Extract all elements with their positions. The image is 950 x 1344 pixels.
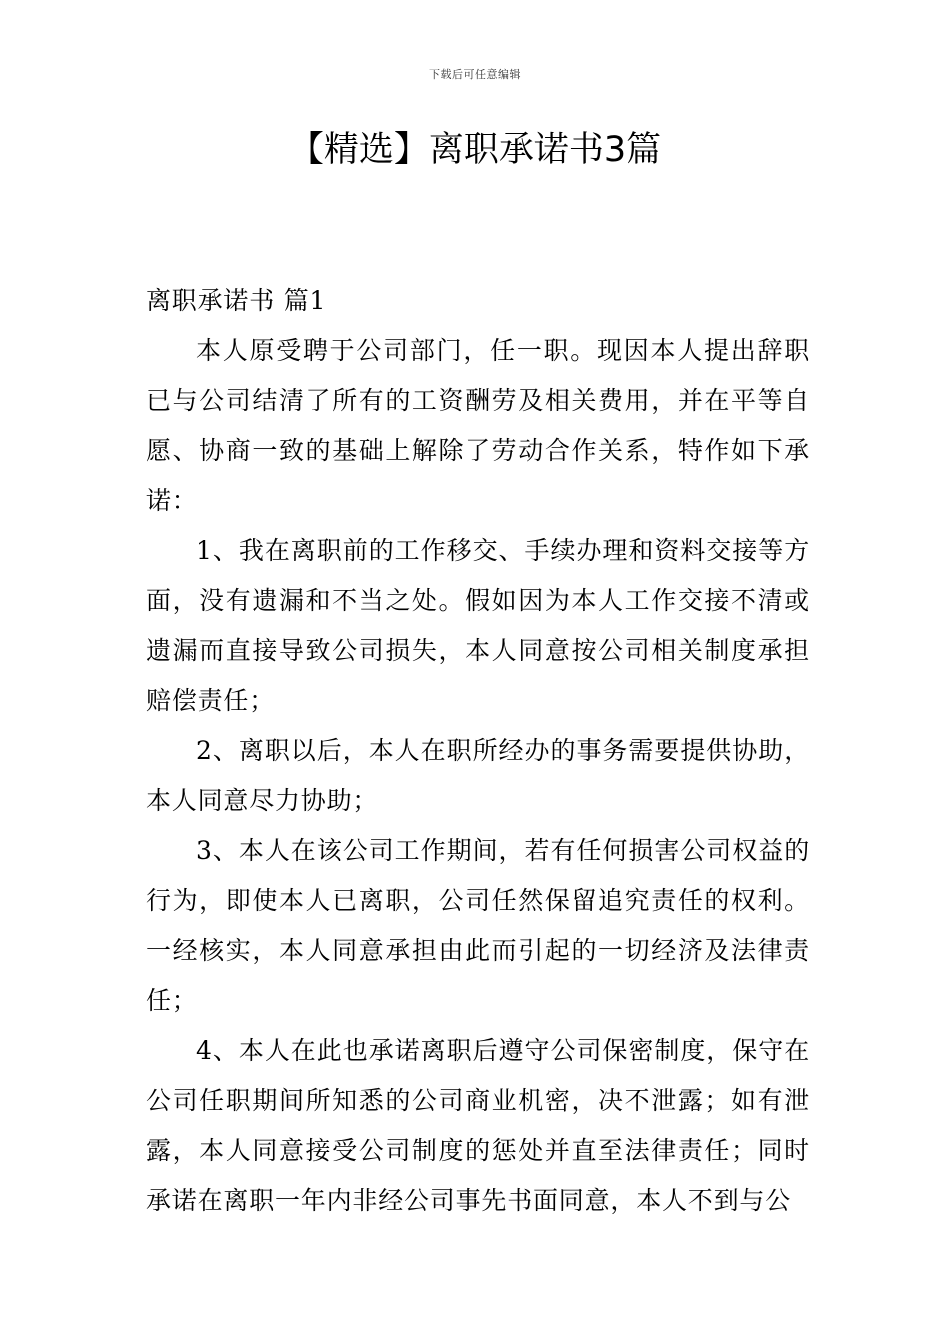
section-heading: 离职承诺书 篇1 [146,286,327,315]
paragraph-item-1: 1、我在离职前的工作移交、手续办理和资料交接等方面，没有遗漏和不当之处。假如因为本人工作交接不清或遗漏而直接导致公司损失，本人同意按公司相关制度承担赔偿责任； [146,536,810,715]
paragraph-item-4: 4、本人在此也承诺离职后遵守公司保密制度，保守在公司任职期间所知悉的公司商业机密，决不泄露；如有泄露，本人同意接受公司制度的惩处并直至法律责任；同时承诺在离职一年内非经公司事先书面同意，本人不到与公 [146,1036,810,1215]
document-title: 【精选】离职承诺书3篇 [288,130,662,170]
paragraph-intro: 本人原受聘于公司部门，任一职。现因本人提出辞职已与公司结清了所有的工资酬劳及相关费用，并在平等自愿、协商一致的基础上解除了劳动合作关系，特作如下承诺： [146,336,810,515]
document-body [146,276,810,1226]
paragraph-item-3: 3、本人在该公司工作期间，若有任何损害公司权益的行为，即使本人已离职，公司任然保留追究责任的权利。一经核实，本人同意承担由此而引起的一切经济及法律责任； [146,836,810,1015]
header-note: 下载后可任意编辑 [429,68,521,81]
paragraph-item-2: 2、离职以后，本人在职所经办的事务需要提供协助，本人同意尽力协助； [146,736,810,815]
